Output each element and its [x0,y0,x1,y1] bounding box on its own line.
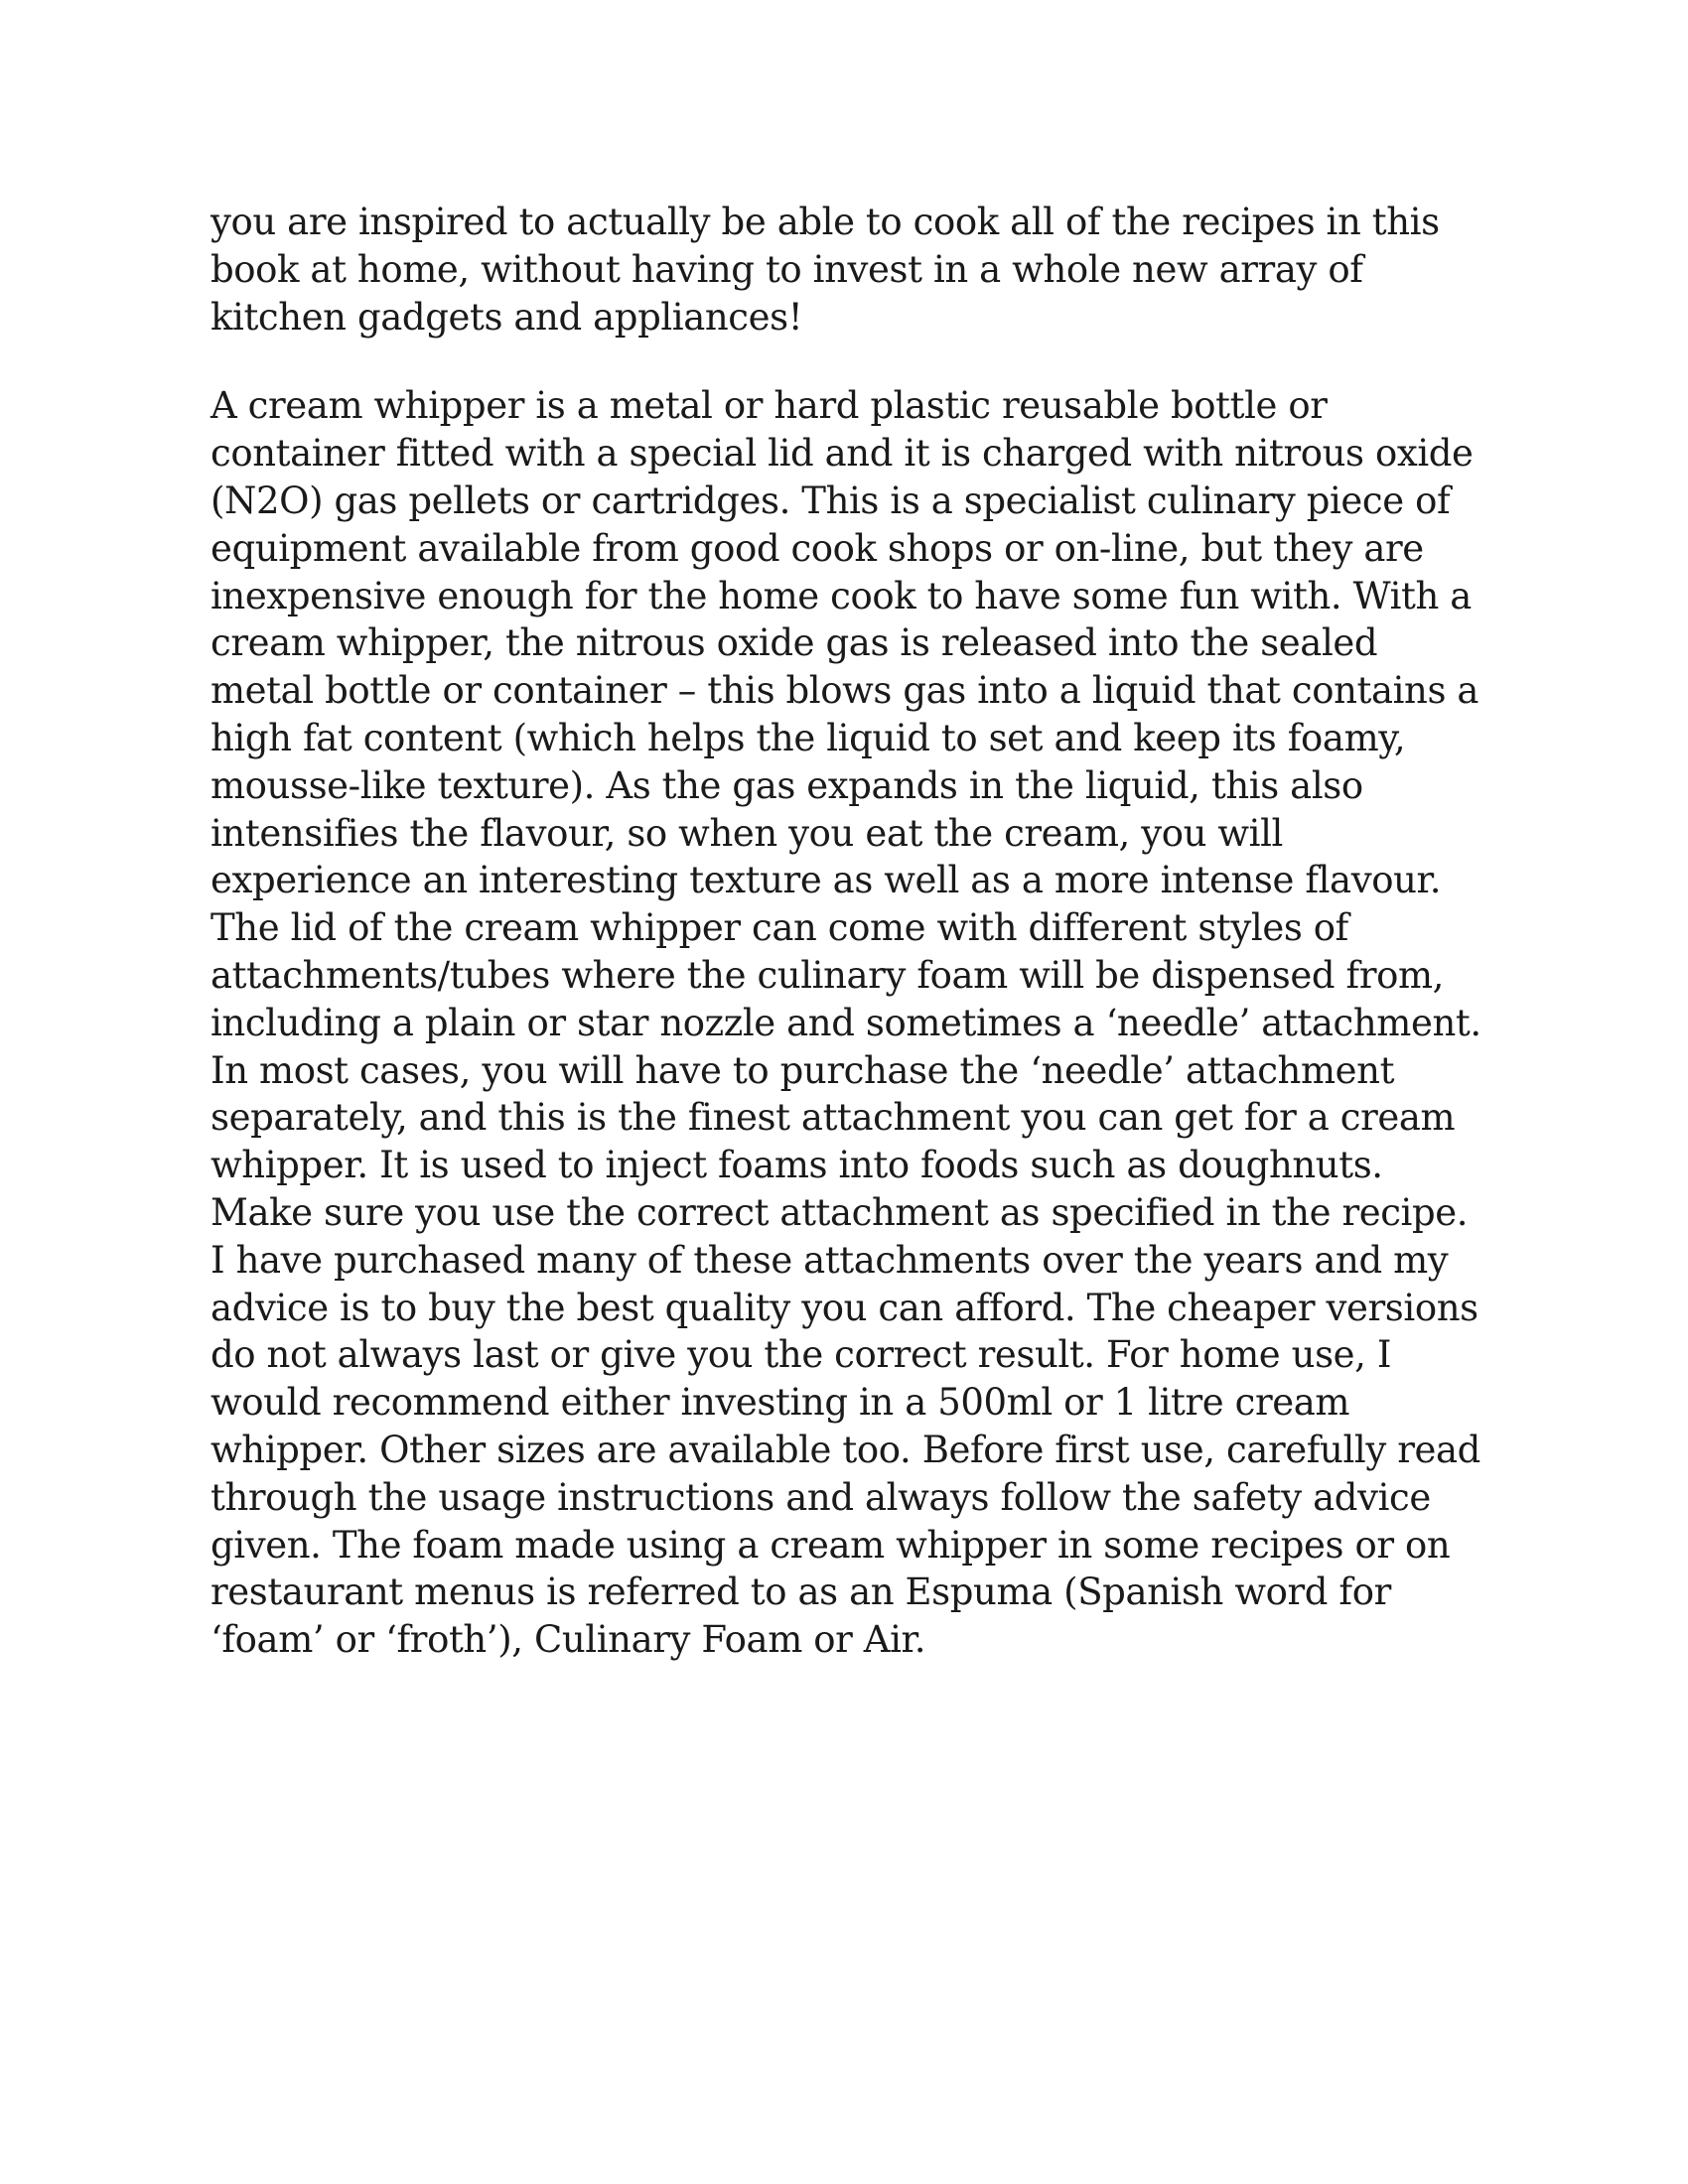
text-line: including a plain or star nozzle and sometimes a ‘needle’ attachment. [211,1001,1481,1044]
text-line: (N2O) gas pellets or cartridges. This is a specialist culinary piece of [211,478,1451,522]
text-line: attachments/tubes where the culinary foam will be dispensed from, [211,953,1445,997]
paragraph-cream-whipper [211,382,1501,1664]
text-line: Make sure you use the correct attachment as specified in the recipe. [211,1190,1469,1234]
text-line: mousse-like texture). As the gas expands in the liquid, this also [211,763,1363,807]
body-text [211,199,1501,1664]
text-line: intensifies the flavour, so when you eat the cream, you will [211,811,1283,855]
text-line: whipper. It is used to inject foams into foods such as doughnuts. [211,1144,1383,1187]
text-line: container fitted with a special lid and it is charged with nitrous oxide [211,432,1474,476]
text-line: inexpensive enough for the home cook to have some fun with. With a [211,574,1472,617]
text-line: restaurant menus is referred to as an Espuma (Spanish word for [211,1570,1391,1614]
text-line: I have purchased many of these attachments over the years and my [211,1238,1449,1282]
text-line: separately, and this is the finest attachment you can get for a cream [211,1096,1456,1140]
text-line: high fat content (which helps the liquid to set and keep its foamy, [211,716,1406,759]
text-line: you are inspired to actually be able to cook all of the recipes in this [211,201,1440,243]
text-line: advice is to buy the best quality you can afford. The cheaper versions [211,1286,1478,1329]
text-line: whipper. Other sizes are available too. Before first use, carefully read [211,1428,1480,1471]
text-line: A cream whipper is a metal or hard plastic reusable bottle or [211,384,1328,428]
text-line: metal bottle or container – this blows gas into a liquid that contains a [211,669,1479,713]
text-line: cream whipper, the nitrous oxide gas is released into the sealed [211,621,1378,665]
text-line: In most cases, you will have to purchase the ‘needle’ attachment [211,1048,1395,1092]
text-line: do not always last or give you the correct result. For home use, I [211,1333,1392,1377]
text-line: would recommend either investing in a 500ml or 1 litre cream [211,1381,1350,1425]
text-line: equipment available from good cook shops or on-line, but they are [211,526,1424,570]
text-line: ‘foam’ or ‘froth’), Culinary Foam or Air. [211,1618,926,1662]
text-line: kitchen gadgets and appliances! [211,295,803,339]
paragraph-intro-continuation [211,199,1501,341]
text-line: experience an interesting texture as well as a more intense flavour. [211,859,1442,902]
text-line: given. The foam made using a cream whipper in some recipes or on [211,1523,1451,1567]
text-line: book at home, without having to invest in a whole new array of [211,247,1363,291]
text-line: through the usage instructions and always follow the safety advice [211,1475,1431,1519]
text-line: The lid of the cream whipper can come with different styles of [211,906,1348,950]
